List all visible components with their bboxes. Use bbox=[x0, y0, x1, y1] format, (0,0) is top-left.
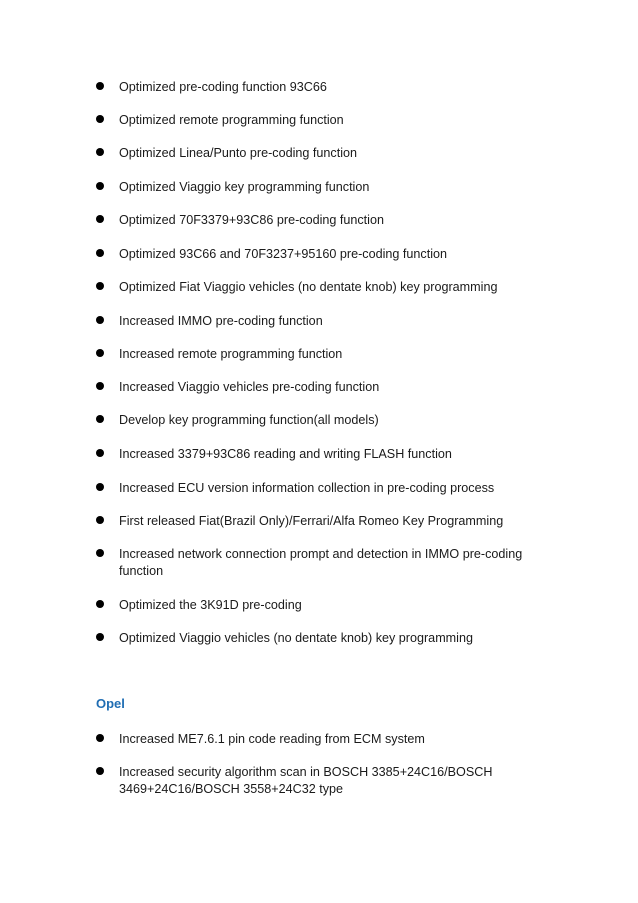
list-item: Increased Viaggio vehicles pre-coding function bbox=[96, 379, 566, 396]
list-item: Optimized 93C66 and 70F3237+95160 pre-coding function bbox=[96, 246, 566, 263]
list-item: Optimized pre-coding function 93C66 bbox=[96, 79, 566, 96]
bullet-icon bbox=[96, 282, 104, 290]
bullet-icon bbox=[96, 316, 104, 324]
bullet-icon bbox=[96, 449, 104, 457]
list-item: Optimized Viaggio vehicles (no dentate knob) key programming bbox=[96, 630, 566, 647]
list-item: Optimized 70F3379+93C86 pre-coding function bbox=[96, 212, 566, 229]
section-heading-opel: Opel bbox=[96, 696, 125, 711]
list-item: Increased ME7.6.1 pin code reading from ECM system bbox=[96, 731, 566, 748]
list-item: Increased network connection prompt and detection in IMMO pre-coding function bbox=[96, 546, 566, 580]
bullet-icon bbox=[96, 516, 104, 524]
bullet-icon bbox=[96, 600, 104, 608]
bullet-icon bbox=[96, 215, 104, 223]
list-item: Optimized Viaggio key programming function bbox=[96, 179, 566, 196]
bullet-icon bbox=[96, 148, 104, 156]
bullet-icon bbox=[96, 249, 104, 257]
bullet-icon bbox=[96, 549, 104, 557]
list-item: Increased security algorithm scan in BOSCH 3385+24C16/BOSCH 3469+24C16/BOSCH 3558+24C32 type bbox=[96, 764, 566, 798]
list-item: Increased ECU version information collection in pre-coding process bbox=[96, 480, 566, 497]
list-item: Increased remote programming function bbox=[96, 346, 566, 363]
bullet-icon bbox=[96, 82, 104, 90]
list-item: Develop key programming function(all models) bbox=[96, 412, 566, 429]
list-item: Optimized the 3K91D pre-coding bbox=[96, 597, 566, 614]
list-item: Increased 3379+93C86 reading and writing FLASH function bbox=[96, 446, 566, 463]
bullet-icon bbox=[96, 734, 104, 742]
bullet-icon bbox=[96, 483, 104, 491]
list-item: Optimized remote programming function bbox=[96, 112, 566, 129]
bullet-icon bbox=[96, 415, 104, 423]
list-item: First released Fiat(Brazil Only)/Ferrari/Alfa Romeo Key Programming bbox=[96, 513, 566, 530]
list-item: Increased IMMO pre-coding function bbox=[96, 313, 566, 330]
bullet-icon bbox=[96, 115, 104, 123]
bullet-icon bbox=[96, 382, 104, 390]
bullet-icon bbox=[96, 633, 104, 641]
list-item: Optimized Linea/Punto pre-coding function bbox=[96, 145, 566, 162]
bullet-icon bbox=[96, 182, 104, 190]
bullet-icon bbox=[96, 767, 104, 775]
list-item: Optimized Fiat Viaggio vehicles (no dentate knob) key programming bbox=[96, 279, 566, 296]
bullet-icon bbox=[96, 349, 104, 357]
